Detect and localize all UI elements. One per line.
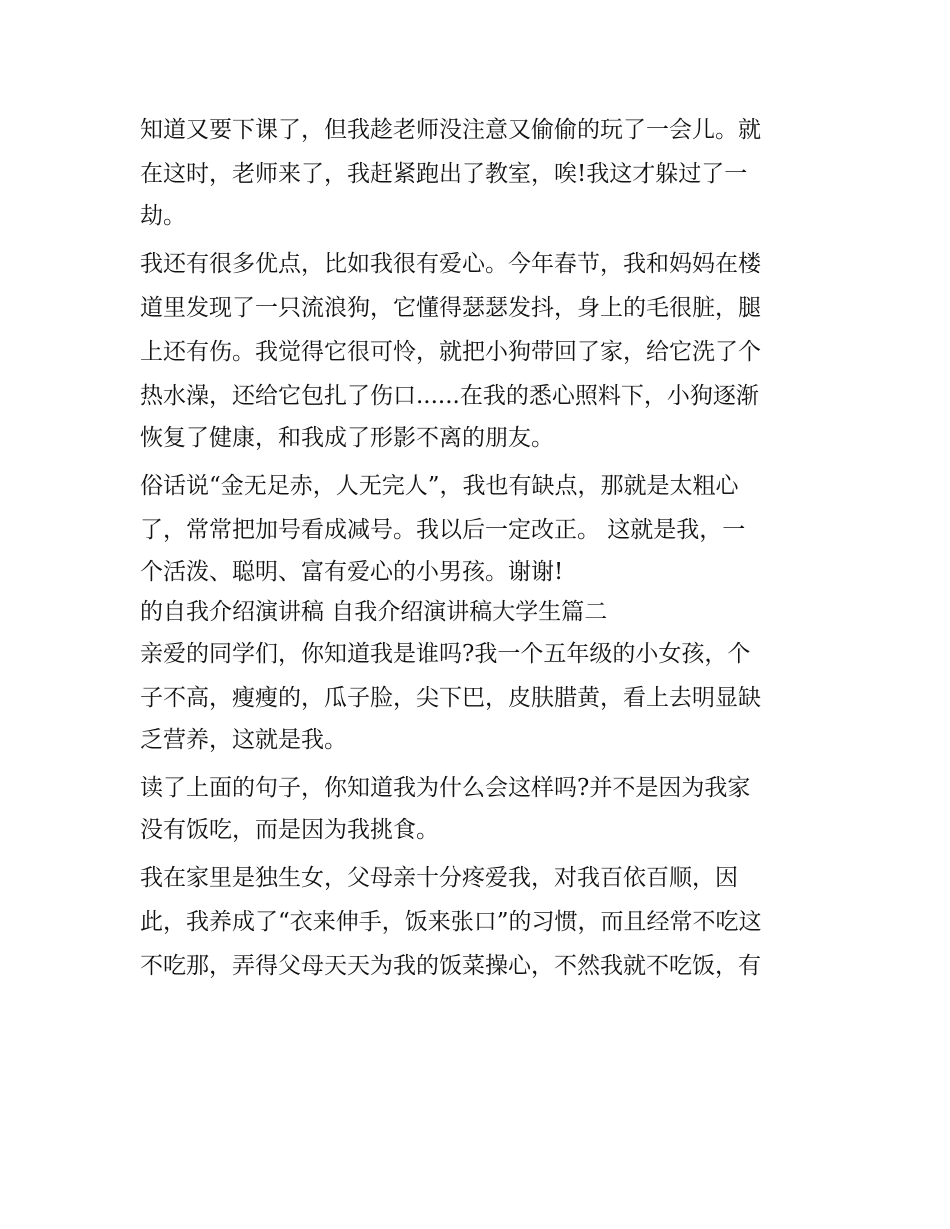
text-line: 上还有伤。我觉得它很可怜，就把小狗带回了家，给它洗了个	[140, 339, 761, 365]
text-line: 恢复了健康，和我成了形影不离的朋友。	[140, 425, 554, 451]
text-line: 劫。	[140, 203, 186, 229]
text-line: 了，常常把加号看成减号。我以后一定改正。 这就是我，一	[140, 517, 746, 543]
text-line: 知道又要下课了，但我趁老师没注意又偷偷的玩了一会儿。就	[140, 117, 761, 143]
text-line: 我还有很多优点，比如我很有爱心。今年春节，我和妈妈在楼	[140, 251, 761, 277]
section-heading: 的自我介绍演讲稿 自我介绍演讲稿大学生篇二	[140, 599, 608, 625]
text-line: 此，我养成了“衣来伸手，饭来张口”的习惯，而且经常不吃这	[140, 909, 762, 935]
text-line: 个活泼、聪明、富有爱心的小男孩。谢谢!	[140, 559, 564, 585]
text-line: 子不高，瘦瘦的，瓜子脸，尖下巴，皮肤腊黄，看上去明显缺	[140, 685, 761, 711]
text-line: 读了上面的句子，你知道我为什么会这样吗?并不是因为我家	[140, 775, 751, 801]
document-body	[140, 108, 820, 988]
text-line: 乏营养，这就是我。	[140, 727, 347, 753]
text-line: 亲爱的同学们，你知道我是谁吗?我一个五年级的小女孩，个	[140, 641, 751, 667]
text-line: 不吃那，弄得父母天天为我的饭菜操心，不然我就不吃饭，有	[140, 953, 761, 979]
text-line: 道里发现了一只流浪狗，它懂得瑟瑟发抖，身上的毛很脏，腿	[140, 295, 761, 321]
text-line: 没有饭吃，而是因为我挑食。	[140, 817, 439, 843]
text-line: 在这时，老师来了，我赶紧跑出了教室，唉!我这才躲过了一	[140, 161, 748, 187]
text-line: 我在家里是独生女，父母亲十分疼爱我，对我百依百顺，因	[140, 865, 738, 891]
text-line: 俗话说“金无足赤，人无完人”，我也有缺点，那就是太粗心	[140, 473, 739, 499]
text-line: 热水澡，还给它包扎了伤口......在我的悉心照料下，小狗逐渐	[140, 383, 759, 409]
